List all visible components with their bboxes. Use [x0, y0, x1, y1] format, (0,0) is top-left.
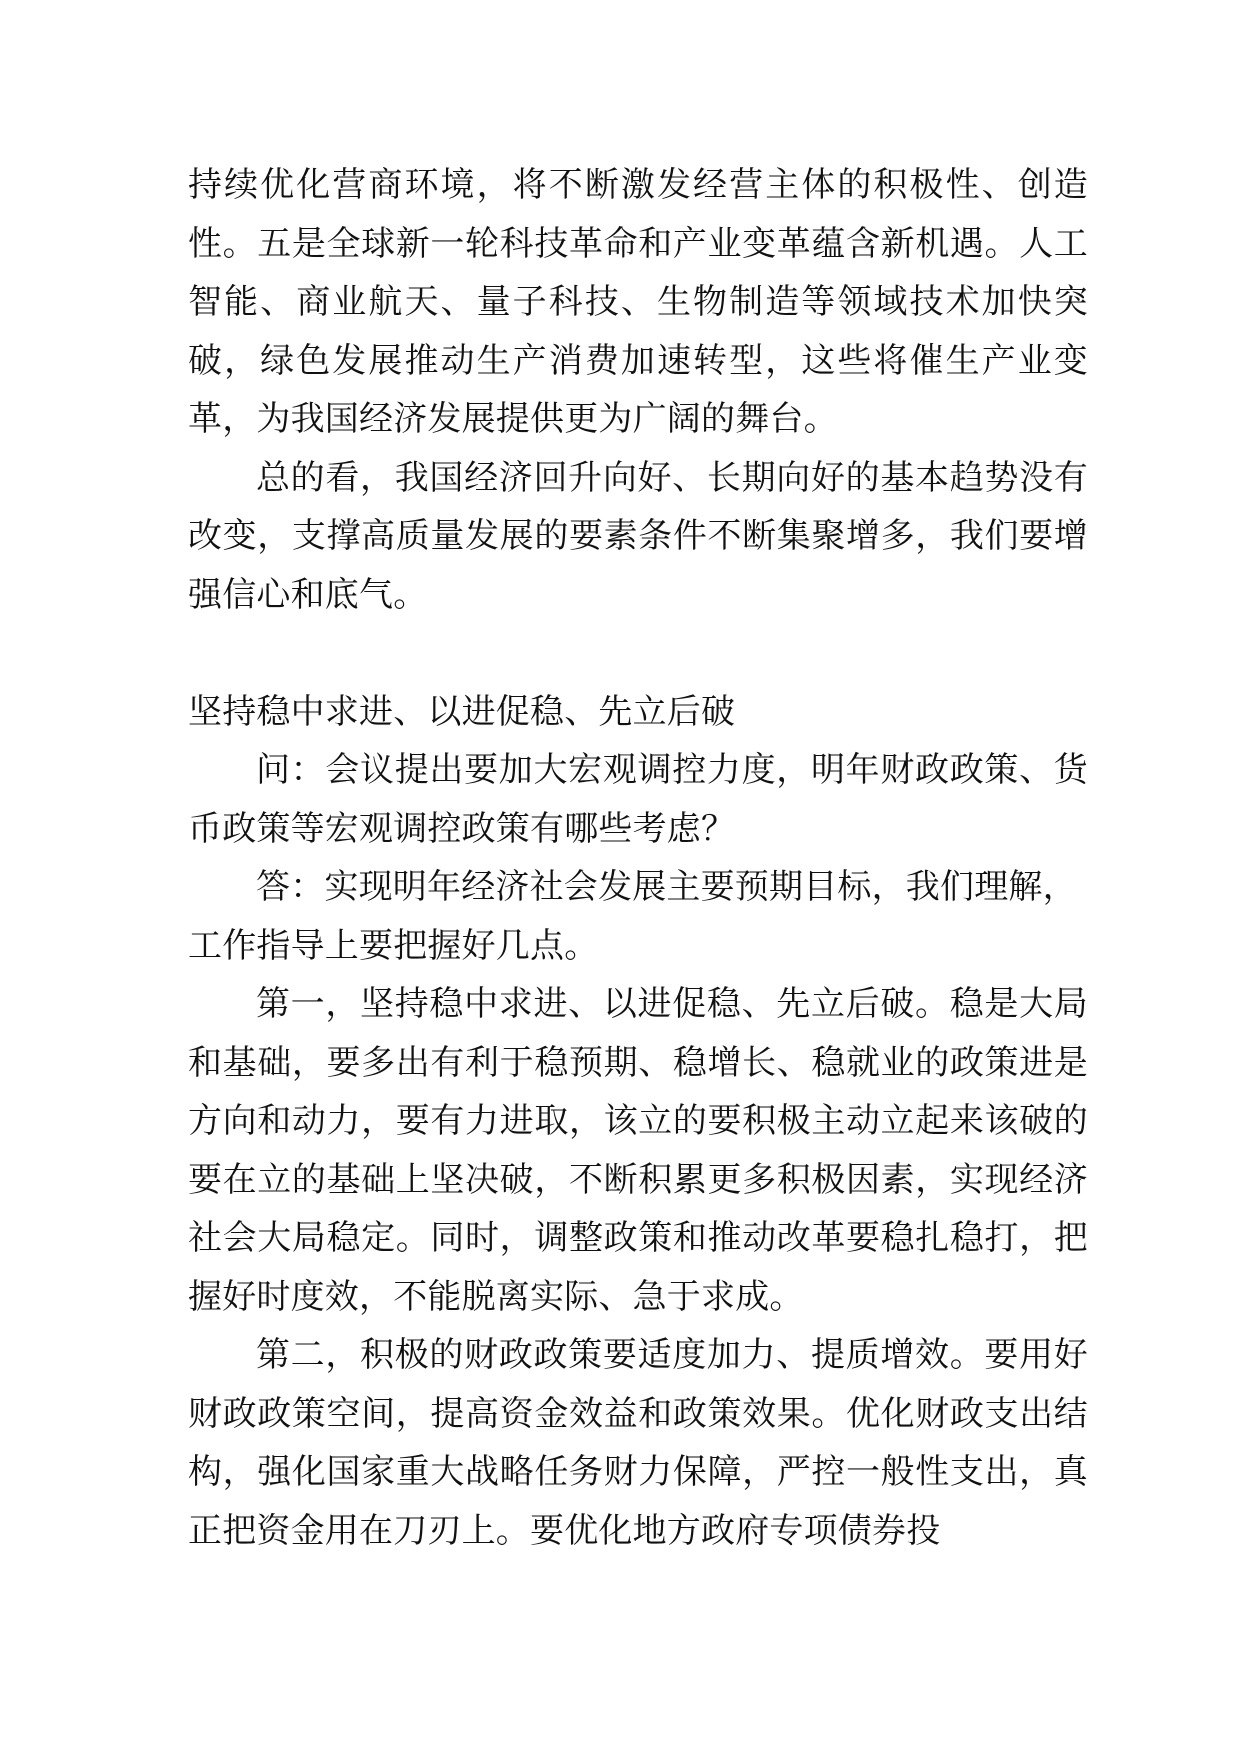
section-title: 坚持稳中求进、以进促稳、先立后破	[188, 691, 736, 732]
answer-paragraph-line2: 工作指导上要把握好几点。	[188, 925, 599, 966]
paragraph-continuation: 持续优化营商环境，将不断激发经营主体的积极性、创造性。五是全球新一轮科技革命和产业变革蕴含新机遇。人工智能、商业航天、量子科技、生物制造等领域技术加快突破，绿色发展推动生产消费加速转型，这些将催生产业变革，为我国经济发展提供更为广阔的舞台。	[188, 165, 1088, 439]
document-page	[188, 156, 1088, 1560]
paragraph-point-one: 第一，坚持稳中求进、以进促稳、先立后破。稳是大局和基础，要多出有利于稳预期、稳增长、稳就业的政策进是方向和动力，要有力进取，该立的要积极主动立起来该破的要在立的基础上坚决破，不断积累更多积极因素，实现经济社会大局稳定。同时，调整政策和推动改革要稳扎稳打，把握好时度效，不能脱离实际、急于求成。	[188, 984, 1088, 1317]
paragraph-point-two: 第二，积极的财政政策要适度加力、提质增效。要用好财政政策空间，提高资金效益和政策效果。优化财政支出结构，强化国家重大战略任务财力保障，严控一般性支出，真正把资金用在刀刃上。要优化地方政府专项债券投	[188, 1335, 1088, 1551]
question-paragraph: 问：会议提出要加大宏观调控力度，明年财政政策、货币政策等宏观调控政策有哪些考虑？	[188, 750, 1088, 849]
answer-paragraph-line1: 答：实现明年经济社会发展主要预期目标，我们理解，	[256, 867, 1077, 907]
paragraph-summary: 总的看，我国经济回升向好、长期向好的基本趋势没有改变，支撑高质量发展的要素条件不断集聚增多，我们要增强信心和底气。	[188, 457, 1088, 615]
